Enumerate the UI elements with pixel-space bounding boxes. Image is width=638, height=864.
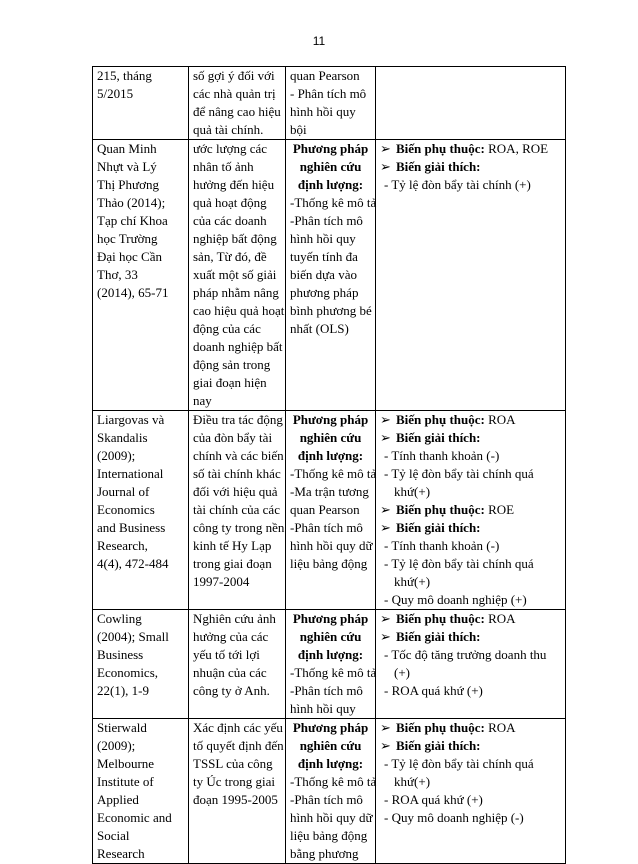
citation-line: 22(1), 1-9 [97, 683, 149, 698]
method-line: -Thống kê mô tả [290, 774, 377, 789]
arrow-bullet-icon: ➢ [380, 141, 391, 156]
method-line: quan Pearson [290, 502, 360, 517]
method-line: hình hồi quy [290, 701, 356, 716]
method-line: liệu bảng động [290, 828, 368, 843]
method-cell [286, 140, 376, 411]
objective-line: số tài chính khác [193, 466, 281, 481]
objective-line: đoạn 1995-2005 [193, 792, 278, 807]
citation-line: Đại học Cần [97, 249, 162, 264]
variable-label: Biến phụ thuộc: [396, 611, 485, 626]
variable-value: ROA, ROE [484, 141, 549, 156]
variable-value: ROE [484, 502, 515, 517]
citation-line: (2009); [97, 738, 136, 753]
citation-line: Economics [97, 502, 155, 517]
method-heading-line: định lượng: [297, 177, 364, 192]
objective-line: hưởng của các [193, 629, 269, 644]
variable-bullet [380, 411, 561, 429]
variable-item: - ROA quá khứ (+) [384, 792, 483, 807]
method-line: hình hồi quy dữ [290, 810, 373, 825]
objective-line: công ty ở Anh. [193, 683, 270, 698]
objective-cell [189, 67, 286, 140]
variable-item: - Tính thanh khoản (-) [384, 448, 500, 463]
objective-line: động của các [193, 321, 261, 336]
table-row [93, 719, 566, 864]
citation-line: Cowling [97, 611, 142, 626]
citation-line: Liargovas và [97, 412, 165, 427]
variable-bullet [380, 610, 561, 628]
variables-cell [376, 719, 566, 864]
method-heading-line: Phương pháp [292, 611, 369, 626]
method-cell [286, 67, 376, 140]
method-cell [286, 719, 376, 864]
citation-line: 215, tháng [97, 68, 152, 83]
citation-line: Thảo (2014); [97, 195, 166, 210]
method-cell [286, 411, 376, 610]
variable-label: Biến giải thích: [396, 520, 481, 535]
objective-line: doanh nghiệp bất [193, 339, 283, 354]
citation-line: Journal of [97, 484, 150, 499]
variable-item-continued: khứ(+) [394, 574, 431, 589]
method-line: liệu bảng động [290, 556, 368, 571]
arrow-bullet-icon: ➢ [380, 412, 391, 427]
objective-line: tố quyết định đến [193, 738, 284, 753]
objective-line: 1997-2004 [193, 574, 250, 589]
objective-line: để nâng cao hiệu [193, 104, 281, 119]
arrow-bullet-icon: ➢ [380, 502, 391, 517]
variables-cell [376, 67, 566, 140]
method-line: -Thống kê mô tả [290, 466, 377, 481]
variable-bullet [380, 719, 561, 737]
objective-line: trong giai đoạn [193, 556, 272, 571]
citation-line: 5/2015 [97, 86, 134, 101]
method-line: -Phân tích mô [290, 520, 363, 535]
table-row [93, 140, 566, 411]
variable-label: Biến phụ thuộc: [396, 141, 485, 156]
method-line: hình hồi quy [290, 104, 356, 119]
method-heading-line: định lượng: [297, 647, 364, 662]
method-line: quan Pearson [290, 68, 360, 83]
objective-line: của đòn bẩy tài [193, 430, 273, 445]
citation-line: Quan Minh [97, 141, 157, 156]
variable-bullet [380, 628, 561, 646]
arrow-bullet-icon: ➢ [380, 738, 391, 753]
citation-line: Social [97, 828, 130, 843]
method-heading-line: Phương pháp [292, 720, 369, 735]
objective-line: sản, Từ đó, đề [193, 249, 267, 264]
variable-value: ROA [484, 720, 516, 735]
method-line: -Phân tích mô [290, 213, 363, 228]
objective-line: các nhà quản trị [193, 86, 276, 101]
citation-line: Research, [97, 538, 148, 553]
objective-cell [189, 610, 286, 719]
variable-item: - Tỷ lệ đòn bẩy tài chính (+) [384, 177, 531, 192]
method-line: bằng phương [290, 846, 359, 861]
citation-line: (2004); Small [97, 629, 169, 644]
variable-item: - Quy mô doanh nghiệp (+) [384, 592, 527, 607]
objective-line: công ty trong nền [193, 520, 285, 535]
variable-label: Biến phụ thuộc: [396, 412, 485, 427]
method-heading-line: định lượng: [297, 756, 364, 771]
objective-line: Điều tra tác động [193, 412, 283, 427]
objective-line: số gợi ý đối với [193, 68, 275, 83]
variable-value: ROA [484, 611, 516, 626]
method-line: phương pháp [290, 285, 359, 300]
citation-line: Institute of [97, 774, 154, 789]
method-heading-line: nghiên cứu [299, 430, 362, 445]
variable-bullet [380, 429, 561, 447]
variables-cell [376, 140, 566, 411]
method-line: -Thống kê mô tả [290, 195, 377, 210]
objective-line: yếu tố tới lợi [193, 647, 260, 662]
objective-cell [189, 719, 286, 864]
method-line: -Thống kê mô tả [290, 665, 377, 680]
variable-label: Biến giải thích: [396, 629, 481, 644]
variable-value: ROA [484, 412, 516, 427]
objective-line: xuất một số giải [193, 267, 277, 282]
method-line: bội [290, 122, 307, 137]
objective-line: quả tài chính. [193, 122, 264, 137]
objective-line: TSSL của công [193, 756, 273, 771]
table-row [93, 67, 566, 140]
citation-line: (2014), 65-71 [97, 285, 169, 300]
variable-bullet [380, 737, 561, 755]
variables-cell [376, 411, 566, 610]
objective-line: pháp nhằm nâng [193, 285, 279, 300]
variables-cell [376, 610, 566, 719]
method-heading-line: nghiên cứu [299, 738, 362, 753]
objective-line: quả hoạt động [193, 195, 267, 210]
method-line: tuyến tính đa [290, 249, 358, 264]
variable-label: Biến phụ thuộc: [396, 720, 485, 735]
literature-review-table [92, 66, 566, 864]
objective-line: nghiệp bất động [193, 231, 277, 246]
arrow-bullet-icon: ➢ [380, 611, 391, 626]
objective-line: động sản trong [193, 357, 271, 372]
arrow-bullet-icon: ➢ [380, 520, 391, 535]
table-body [93, 67, 566, 864]
method-heading-line: nghiên cứu [299, 629, 362, 644]
arrow-bullet-icon: ➢ [380, 159, 391, 174]
citation-line: Thị Phương [97, 177, 159, 192]
objective-line: cao hiệu quả hoạt [193, 303, 285, 318]
citation-line: and Business [97, 520, 166, 535]
objective-line: giai đoạn hiện [193, 375, 267, 390]
objective-line: nay [193, 393, 212, 408]
variable-bullet [380, 140, 561, 158]
variable-bullet [380, 501, 561, 519]
citation-line: International [97, 466, 164, 481]
variable-item: - ROA quá khứ (+) [384, 683, 483, 698]
citation-line: Nhựt và Lý [97, 159, 157, 174]
variable-item: - Tính thanh khoản (-) [384, 538, 500, 553]
arrow-bullet-icon: ➢ [380, 430, 391, 445]
objective-cell [189, 411, 286, 610]
variable-label: Biến phụ thuộc: [396, 502, 485, 517]
objective-line: của các doanh [193, 213, 267, 228]
citation-line: Skandalis [97, 430, 148, 445]
arrow-bullet-icon: ➢ [380, 720, 391, 735]
citation-cell [93, 719, 189, 864]
citation-cell [93, 140, 189, 411]
objective-cell [189, 140, 286, 411]
method-line: hình hồi quy dữ [290, 538, 373, 553]
variable-label: Biến giải thích: [396, 430, 481, 445]
objective-line: Nghiên cứu ảnh [193, 611, 276, 626]
variable-item-continued: khứ(+) [394, 484, 431, 499]
objective-line: Xác định các yếu [193, 720, 283, 735]
table-row [93, 411, 566, 610]
method-line: -Phân tích mô [290, 792, 363, 807]
variable-item: - Tỷ lệ đòn bẩy tài chính quá [384, 756, 534, 771]
method-cell [286, 610, 376, 719]
objective-line: tài chính của các [193, 502, 280, 517]
method-heading-line: Phương pháp [292, 412, 369, 427]
method-line: nhất (OLS) [290, 321, 349, 336]
citation-line: Research [97, 846, 145, 861]
objective-line: ty Úc trong giai [193, 774, 275, 789]
variable-item-continued: (+) [394, 665, 410, 680]
citation-line: Thơ, 33 [97, 267, 138, 282]
objective-line: ước lượng các [193, 141, 268, 156]
method-line: -Ma trận tương [290, 484, 369, 499]
citation-line: học Trường [97, 231, 158, 246]
citation-line: 4(4), 472-484 [97, 556, 169, 571]
page-number: 11 [312, 34, 326, 48]
variable-label: Biến giải thích: [396, 738, 481, 753]
objective-line: hưởng đến hiệu [193, 177, 275, 192]
citation-cell [93, 411, 189, 610]
citation-line: Economics, [97, 665, 159, 680]
citation-cell [93, 610, 189, 719]
variable-item: - Tốc độ tăng trưởng doanh thu [384, 647, 547, 662]
method-line: bình phương bé [290, 303, 372, 318]
method-line: - Phân tích mô [290, 86, 367, 101]
citation-line: Stierwald [97, 720, 147, 735]
method-heading-line: định lượng: [297, 448, 364, 463]
variable-bullet [380, 158, 561, 176]
variable-label: Biến giải thích: [396, 159, 481, 174]
arrow-bullet-icon: ➢ [380, 629, 391, 644]
objective-line: nhân tố ảnh [193, 159, 254, 174]
method-heading-line: nghiên cứu [299, 159, 362, 174]
objective-line: kinh tế Hy Lạp [193, 538, 272, 553]
method-heading-line: Phương pháp [292, 141, 369, 156]
citation-line: Tạp chí Khoa [97, 213, 168, 228]
variable-item: - Quy mô doanh nghiệp (-) [384, 810, 524, 825]
method-line: hình hồi quy [290, 231, 356, 246]
objective-line: nhuận của các [193, 665, 267, 680]
objective-line: chính và các biến [193, 448, 284, 463]
objective-line: đối với hiệu quả [193, 484, 278, 499]
citation-line: Melbourne [97, 756, 155, 771]
method-line: biến dựa vào [290, 267, 357, 282]
variable-item-continued: khứ(+) [394, 774, 431, 789]
variable-item: - Tỷ lệ đòn bẩy tài chính quá [384, 466, 534, 481]
citation-line: Economic and [97, 810, 172, 825]
citation-line: (2009); [97, 448, 136, 463]
variable-bullet [380, 519, 561, 537]
method-line: -Phân tích mô [290, 683, 363, 698]
citation-line: Business [97, 647, 144, 662]
citation-line: Applied [97, 792, 139, 807]
table-row [93, 610, 566, 719]
citation-cell [93, 67, 189, 140]
variable-item: - Tỷ lệ đòn bẩy tài chính quá [384, 556, 534, 571]
